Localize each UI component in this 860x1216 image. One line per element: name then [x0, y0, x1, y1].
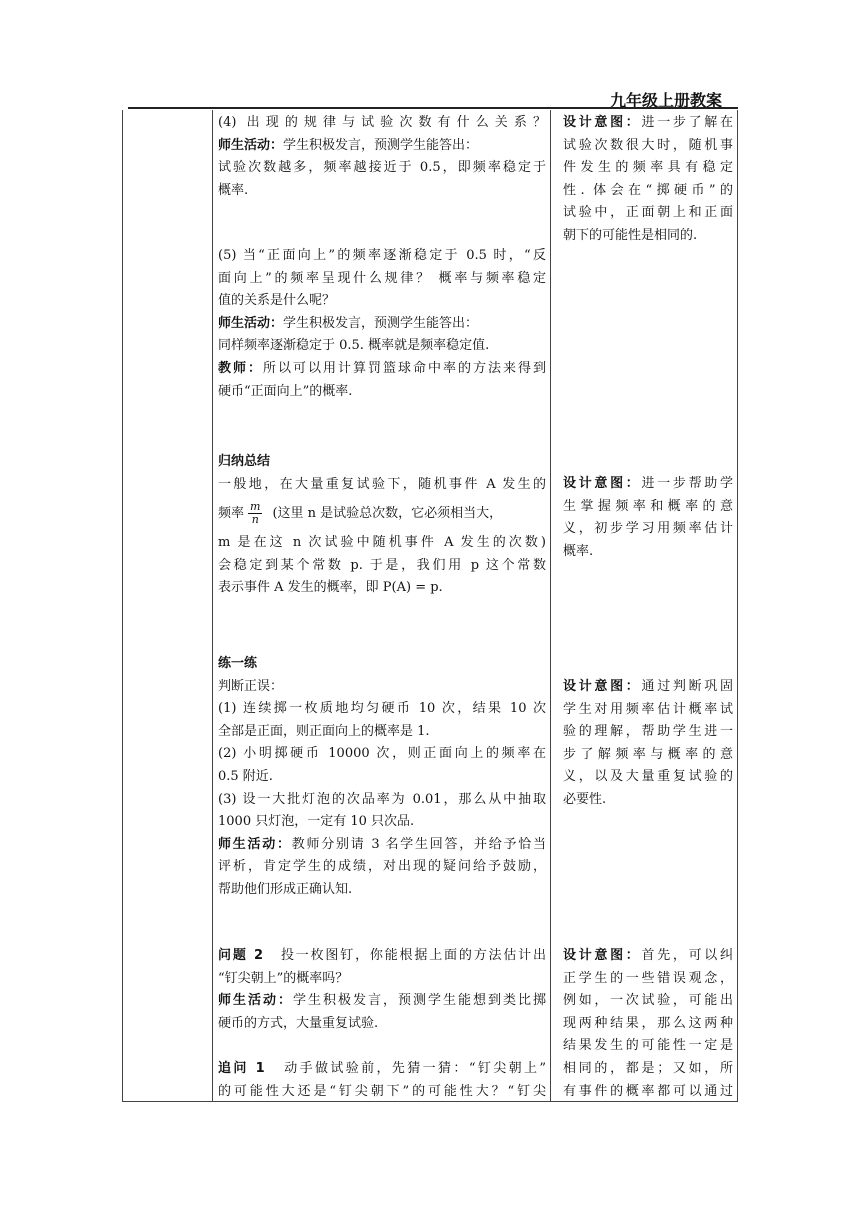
- fraction-m-over-n: [248, 501, 262, 526]
- question2-line: “钉尖朝上”的概率吗？: [218, 970, 349, 986]
- design-intent-line: 例如，一次试验，可能出: [563, 993, 733, 1009]
- question2-activity-line: 硬币的方式，大量重复试验.: [218, 1015, 379, 1031]
- design-intent-4: [563, 945, 733, 1103]
- summary-block: [218, 451, 546, 600]
- table-col-divider-1: [212, 110, 213, 1102]
- design-intent-line: 有事件的概率都可以通过: [563, 1083, 733, 1099]
- activity-text: 教师分别请 3 名学生回答，并给予恰当: [291, 836, 546, 852]
- design-intent-line: [563, 945, 733, 968]
- practice-item-line: (2) 小明掷硬币 10000 次，则正面向上的频率在: [218, 746, 546, 762]
- table-col-divider-2: [550, 110, 551, 1102]
- activity-text: 学生积极发言，预测学生能答出：: [283, 137, 479, 153]
- design-intent-line: 义，以及大量重复试验的: [563, 769, 733, 785]
- q5-block: [218, 245, 546, 403]
- design-intent-2: [563, 473, 733, 563]
- design-intent-line: 性. 体会在“掷硬币”的: [563, 182, 733, 198]
- design-intent-line: [563, 112, 733, 135]
- design-intent-line: 现两种结果，那么这两种: [563, 1015, 733, 1031]
- design-intent-text: 通过判断巩固: [641, 679, 733, 694]
- fraction-numerator: m: [250, 500, 261, 514]
- design-intent-line: 试验中，正面朝上和正面: [563, 205, 733, 221]
- design-intent-label: 设计意图：: [563, 115, 642, 130]
- practice-activity: [218, 834, 546, 857]
- activity-label: 师生活动：: [218, 993, 293, 1009]
- design-intent-line: 概率.: [563, 543, 594, 559]
- activity-label: 师生活动：: [218, 315, 284, 331]
- follow-up-text: 动手做试验前，先猜一猜：“钉尖朝上”: [284, 1061, 547, 1076]
- design-intent-1: [563, 112, 733, 248]
- question2-text: 投一枚图钉，你能根据上面的方法估计出: [280, 948, 546, 963]
- q5-line: 值的关系是什么呢？: [218, 293, 336, 309]
- summary-line: m 是在这 n 次试验中随机事件 A 发生的次数): [218, 535, 546, 551]
- teacher-label: 教师：: [218, 360, 263, 376]
- page-header-title: 九年级上册教案: [610, 91, 723, 110]
- design-intent-line: [563, 473, 733, 496]
- practice-activity-line: 帮助他们形成正确认知.: [218, 881, 353, 897]
- follow-up-line: [218, 1058, 546, 1081]
- q5-answer: 同样频率逐渐稳定于 0.5. 概率就是频率稳定值.: [218, 338, 490, 354]
- summary-line: 表示事件 A 发生的概率，即 P(A) = p.: [218, 580, 443, 596]
- design-intent-label: 设计意图：: [563, 476, 642, 491]
- design-intent-text: 进一步帮助学: [641, 476, 733, 491]
- design-intent-line: 步了解频率与概率的意: [563, 746, 733, 762]
- teacher-text: 所以可以用计算罚篮球命中率的方法来得到: [263, 360, 546, 376]
- practice-item-line: 1000 只灯泡，一定有 10 只次品.: [218, 814, 415, 830]
- design-intent-line: 试验次数很大时，随机事: [563, 137, 733, 153]
- design-intent-line: 验的理解，帮助学生进一: [563, 724, 733, 740]
- q5-activity: [218, 313, 546, 336]
- summary-line: 会稳定到某个常数 p. 于是，我们用 p 这个常数: [218, 557, 546, 573]
- design-intent-line: 结果发生的可能性一定是: [563, 1038, 733, 1054]
- question2-block: [218, 945, 546, 1035]
- practice-item-line: (3) 设一大批灯泡的次品率为 0.01，那么从中抽取: [218, 791, 546, 807]
- activity-text: 学生积极发言，预测学生能想到类比掷: [293, 993, 546, 1009]
- follow-up-label: 追问 1: [218, 1061, 265, 1076]
- design-intent-line: [563, 676, 733, 699]
- table-right-border: [737, 110, 738, 1102]
- practice-item-line: 0.5 附近.: [218, 768, 273, 784]
- summary-line: 一般地，在大量重复试验下，随机事件 A 发生的: [218, 476, 546, 492]
- practice-block: [218, 653, 546, 902]
- practice-title: 练一练: [218, 656, 258, 671]
- middle-column: [218, 112, 546, 202]
- q5-line: 面向上”的频率呈现什么规律？ 概率与频率稳定: [218, 270, 546, 286]
- q5-line: (5) 当“正面向上”的频率逐渐稳定于 0.5 时，“反: [218, 248, 546, 263]
- summary-freq-label: 频率: [218, 506, 245, 522]
- activity-label: 师生活动：: [218, 836, 292, 852]
- summary-freq-note: (这里 n 是试验总次数，它必须相当大，: [272, 506, 503, 522]
- design-intent-line: 正学生的一些错误观念，: [563, 970, 733, 986]
- design-intent-line: 必要性.: [563, 791, 607, 807]
- practice-item-line: (1) 连续掷一枚质地均匀硬币 10 次，结果 10 次: [218, 701, 546, 717]
- summary-line-frac: [218, 496, 546, 532]
- summary-title: 归纳总结: [218, 454, 271, 469]
- design-intent-line: 义，初步学习用频率估计: [563, 521, 733, 537]
- question2-line: [218, 945, 546, 968]
- q4-answer-line: 试验次数越多，频率越接近于 0.5，即频率稳定于: [218, 160, 546, 176]
- practice-activity-line: 评析，肯定学生的成绩，对出现的疑问给予鼓励，: [218, 859, 546, 875]
- activity-text: 学生积极发言，预测学生能答出：: [283, 315, 479, 331]
- follow-up-block: [218, 1058, 546, 1103]
- design-intent-text: 首先，可以纠: [641, 948, 733, 963]
- q4-question: (4) 出现的规律与试验次数有什么关系？: [218, 115, 546, 130]
- table-left-border: [122, 110, 123, 1102]
- practice-intro: 判断正误：: [218, 678, 284, 694]
- q5-teacher: [218, 358, 546, 381]
- design-intent-label: 设计意图：: [563, 679, 642, 694]
- design-intent-line: 学生对用频率估计概率试: [563, 701, 733, 717]
- question2-label: 问题 2: [218, 948, 264, 963]
- activity-label: 师生活动：: [218, 137, 284, 153]
- fraction-denominator: n: [251, 513, 259, 527]
- header-rule: [128, 107, 738, 109]
- design-intent-label: 设计意图：: [563, 948, 642, 963]
- design-intent-line: 件发生的频率具有稳定: [563, 160, 733, 176]
- q5-teacher-line: 硬币“正面向上”的概率.: [218, 383, 353, 399]
- q4-activity: [218, 135, 546, 158]
- design-intent-line: 朝下的可能性是相同的.: [563, 227, 698, 243]
- design-intent-text: 进一步了解在: [641, 115, 733, 130]
- design-intent-line: 生掌握频率和概率的意: [563, 498, 733, 514]
- design-intent-line: 相同的，都是；又如，所: [563, 1060, 733, 1076]
- follow-up-line: 的可能性大还是“钉尖朝下”的可能性大？“钉尖: [218, 1083, 546, 1099]
- design-intent-3: [563, 676, 733, 812]
- q4-answer-line: 概率.: [218, 182, 249, 198]
- practice-item-line: 全部是正面，则正面向上的概率是 1.: [218, 723, 430, 739]
- question2-activity: [218, 990, 546, 1013]
